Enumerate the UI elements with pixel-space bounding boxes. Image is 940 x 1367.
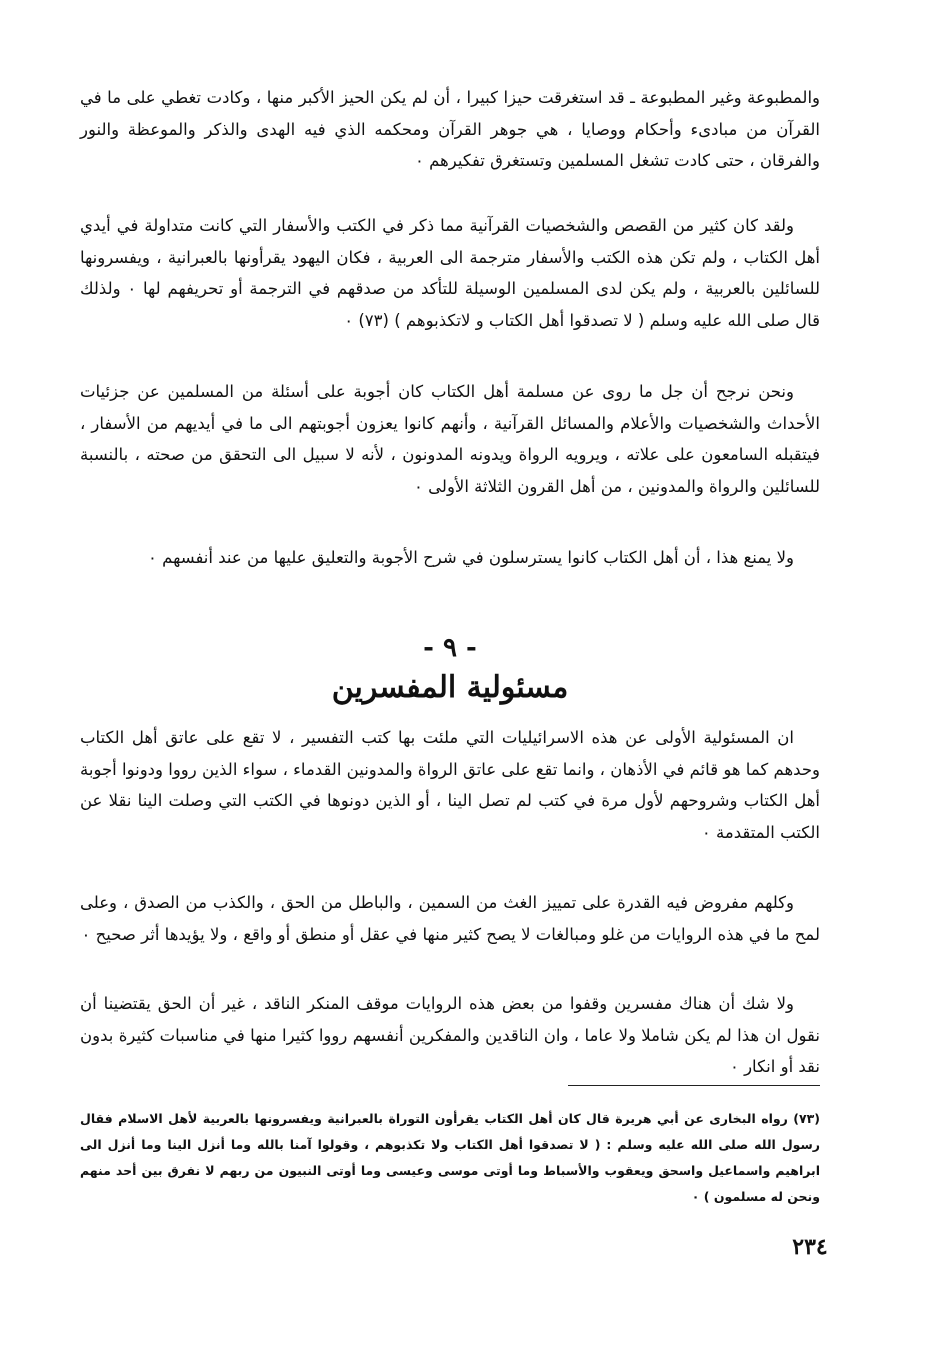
section-title: مسئولية المفسرين <box>331 670 569 705</box>
footnote-divider <box>568 1085 820 1086</box>
paragraph-text: ولا يمنع هذا ، أن أهل الكتاب كانوا يسترسلون في شرح الأجوبة والتعليق عليها من عند أنفسهم ٠ <box>148 548 794 567</box>
paragraph-text: والمطبوعة وغير المطبوعة ـ قد استغرقت حيزا كبيرا ، أن لم يكن الحيز الأكبر منها ، وكادت تغطي على ما في القرآن من مبادىء وأحكام ووصايا ، هي جوهر القرآن ومحكمه الذي فيه الهدى والذكر والموعظة والنور والفرقان ، حتى كادت تشغل المسلمين وتستغرق تفكيرهم ٠ <box>80 88 820 170</box>
paragraph-4 <box>80 542 820 574</box>
paragraph-2 <box>80 210 820 336</box>
paragraph-7 <box>80 988 820 1083</box>
paragraph-6 <box>80 887 820 950</box>
paragraph-5 <box>80 722 820 848</box>
paragraph-text: وكلهم مفروض فيه القدرة على تمييز الغث من السمين ، والباطل من الحق ، والكذب من الصدق ، وعلى لمح ما في هذه الروايات من غلو ومبالغات لا يصح كثير منها في عقل أو منطق أو واقع ، ولا يؤيدها أثر صحيح ٠ <box>80 893 820 944</box>
paragraph-3 <box>80 376 820 502</box>
paragraph-text: ولا شك أن هناك مفسرين وقفوا من بعض هذه الروايات موقف المنكر الناقد ، غير أن الحق يقتضينا أن نقول ان هذا لم يكن شاملا ولا عاما ، وان الناقدين والمفكرين أنفسهم رووا كثيرا منها في مناسبات كثيرة بدون نقد أو انكار ٠ <box>80 994 820 1076</box>
section-number: - ٩ - <box>423 633 477 663</box>
section-heading <box>80 630 820 710</box>
paragraph-text: ان المسئولية الأولى عن هذه الاسرائيليات التي ملئت بها كتب التفسير ، لا تقع على عاتق أهل الكتاب وحدهم كما هو قائم في الأذهان ، وانما تقع على عاتق الرواة والمدونين القدماء ، سواء الذين رووا ودونوا أجوبة أهل الكتاب وشروحهم لأول مرة في كتب لم تصل الينا ، أو الذين دونوها في الكتب التي وصلت الينا نقلا عن الكتب المتقدمة ٠ <box>80 728 820 842</box>
paragraph-1 <box>80 82 820 177</box>
paragraph-text: ونحن نرجح أن جل ما روى عن مسلمة أهل الكتاب كان أجوبة على أسئلة من المسلمين عن جزئيات الأحداث والشخصيات والأعلام والمسائل القرآنية ، وأنهم كانوا يعزون أجوبتهم الى ما في أيديهم من الأسفار ، فيتقبله السامعون على علاته ، ويرويه الرواة ويدونه المدونون ، لأنه لا سبيل الى التحقق من صحته ، بالنسبة للسائلين والرواة والمدونين ، من أهل القرون الثلاثة الأولى ٠ <box>80 382 820 496</box>
footnote: (٧٣) رواه البخارى عن أبي هريرة قال كان أهل الكتاب يقرأون التوراة بالعبرانية ويفسرونها بالعربية لأهل الاسلام فقال رسول الله صلى الله عليه وسلم : ( لا تصدقوا أهل الكتاب ولا تكذبوهم ، وقولوا آمنا بالله وما أنزل الينا وما أنزل الى ابراهيم واسماعيل واسحق ويعقوب والأسباط وما أوتى موسى وعيسى وما أوتى النبيون من ربهم لا نفرق بين أحد منهم ونحن له مسلمون ) ٠ <box>80 1111 820 1204</box>
page-number: ٢٣٤ <box>792 1234 828 1260</box>
book-page <box>80 82 820 1307</box>
paragraph-text: ولقد كان كثير من القصص والشخصيات القرآنية مما ذكر في الكتب والأسفار التي كانت متداولة في أيدي أهل الكتاب ، ولم تكن هذه الكتب والأسفار مترجمة الى العربية ، فكان اليهود يقرأونها بالعبرانية ، ويفسرونها للسائلين بالعربية ، ولم يكن لدى المسلمين الوسيلة للتأكد من صدقهم في الترجمة أو تحريفهم لها ٠ ولذلك قال صلى الله عليه وسلم ( لا تصدقوا أهل الكتاب و لاتكذبوهم ) (٧٣) ٠ <box>80 216 820 330</box>
